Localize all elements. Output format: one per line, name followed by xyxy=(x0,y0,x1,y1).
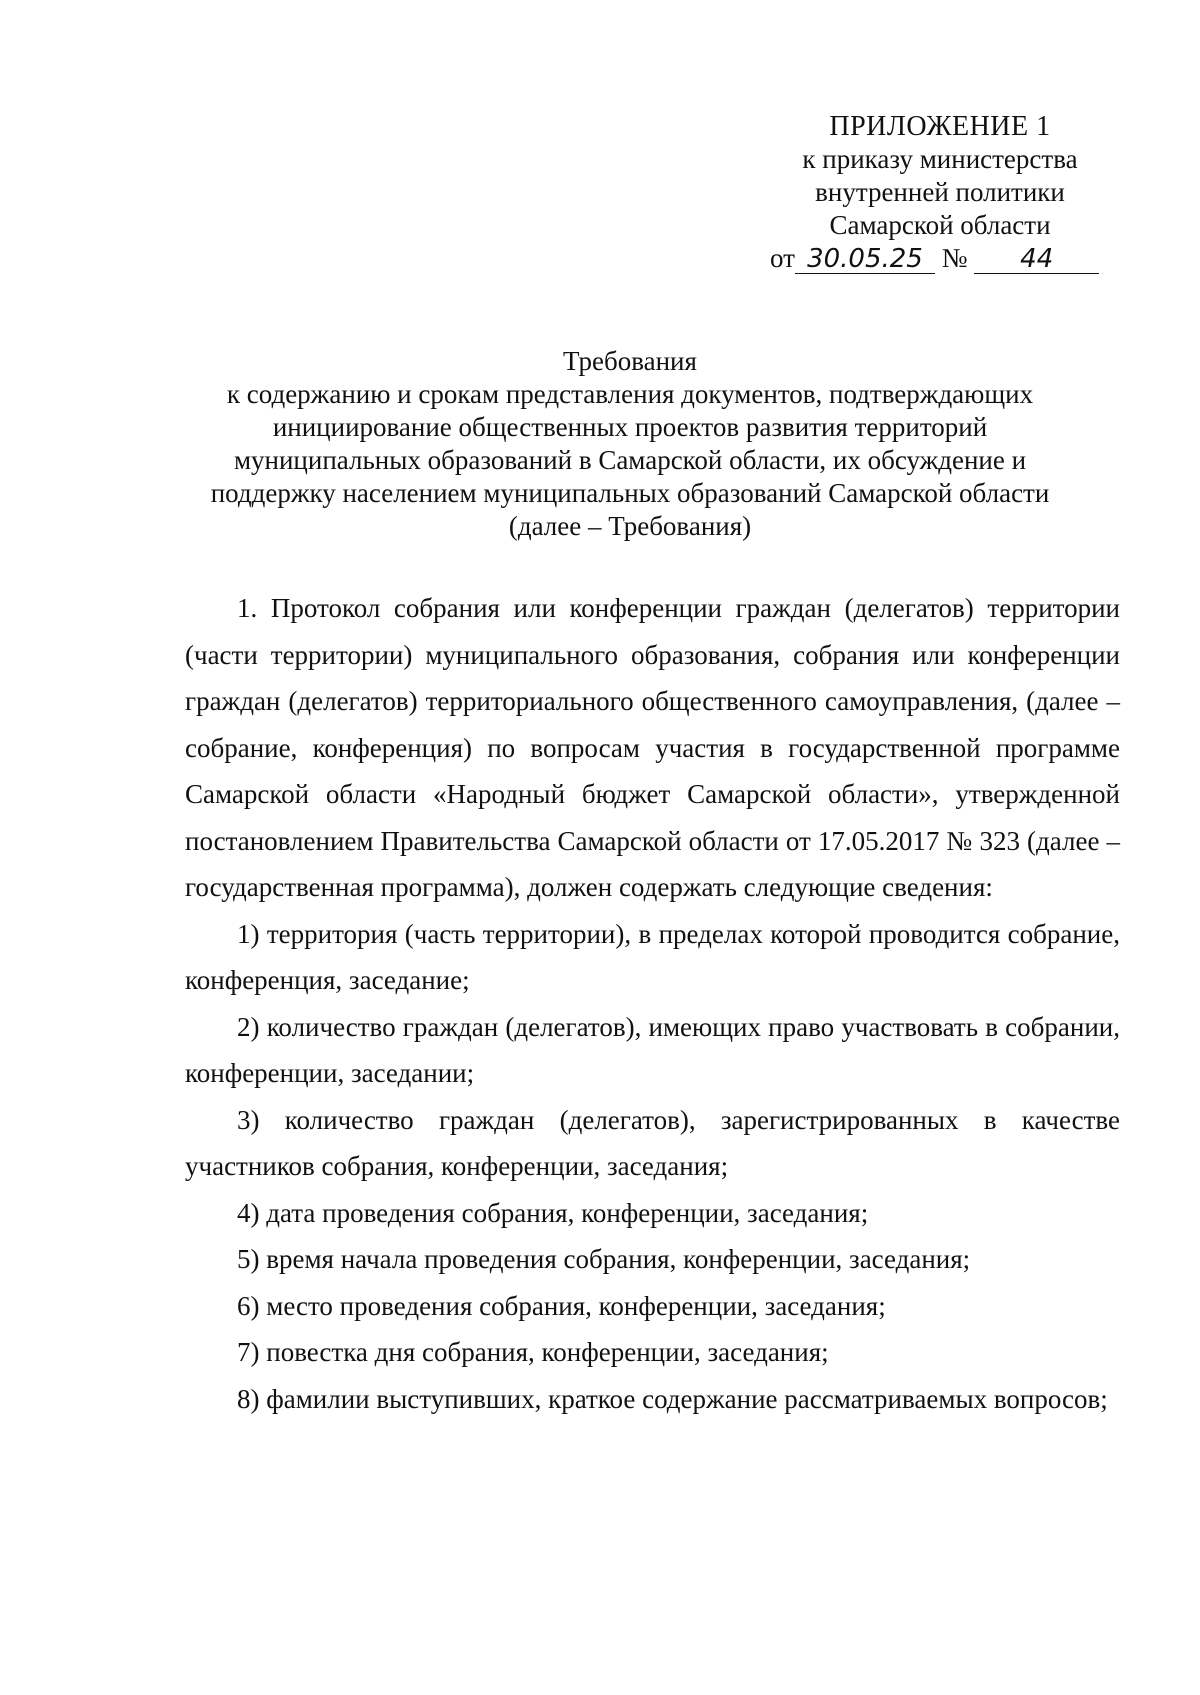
list-item: 1) территория (часть территории), в пределах которой проводится собрание, конференция, заседание; xyxy=(185,918,1120,995)
title-line: муниципальных образований в Самарской области, их обсуждение и xyxy=(233,445,1027,475)
appendix-block xyxy=(760,110,1120,275)
handwritten-date: 30.05.25 xyxy=(795,245,935,274)
title-line: инициирование общественных проектов развития территорий xyxy=(272,412,988,442)
handwritten-number: 44 xyxy=(974,245,1099,274)
list-item: 7) повестка дня собрания, конференции, заседания; xyxy=(237,1337,829,1367)
appendix-heading: ПРИЛОЖЕНИЕ 1 xyxy=(829,111,1051,142)
document-body xyxy=(185,585,1120,1422)
title-line: (далее – Требования) xyxy=(508,511,752,541)
title-line: к содержанию и срокам представления документов, подтверждающих xyxy=(226,379,1034,409)
document-title xyxy=(150,345,1110,543)
appendix-line: внутренней политики xyxy=(815,177,1065,207)
appendix-line: к приказу министерства xyxy=(802,144,1078,174)
list-item: 4) дата проведения собрания, конференции, заседания; xyxy=(237,1197,869,1228)
list-item: 2) количество граждан (делегатов), имеющих право участвовать в собрании, конференции, заседании; xyxy=(185,1011,1120,1088)
list-item: 3) количество граждан (делегатов), зарегистрированных в качестве участников собрания, конференции, заседания; xyxy=(185,1104,1120,1181)
list-item: 8) фамилии выступивших, краткое содержание рассматриваемых вопросов; xyxy=(237,1383,1108,1414)
appendix-line: Самарской области xyxy=(829,210,1051,240)
title-line: Требования xyxy=(563,346,697,376)
list-item: 6) место проведения собрания, конференции, заседания; xyxy=(237,1290,886,1321)
title-line: поддержку населением муниципальных образований Самарской области xyxy=(210,478,1050,508)
list-item: 5) время начала проведения собрания, конференции, заседания; xyxy=(237,1244,971,1274)
paragraph: 1. Протокол собрания или конференции граждан (делегатов) территории (части территории) муниципального образования, собрания или конференции граждан (делегатов) территориального общественного самоуправления, (далее – собрание, конференция) по вопросам участия в государственной программе Самарской области «Народный бюджет Самарской области», утвержденной постановлением Правительства Самарской области от 17.05.2017 № 323 (далее – государственная программа), должен содержать следующие сведения: xyxy=(185,593,1120,902)
order-date-number-line xyxy=(760,242,1120,275)
from-label: от xyxy=(770,243,795,273)
number-label: № xyxy=(941,243,968,273)
